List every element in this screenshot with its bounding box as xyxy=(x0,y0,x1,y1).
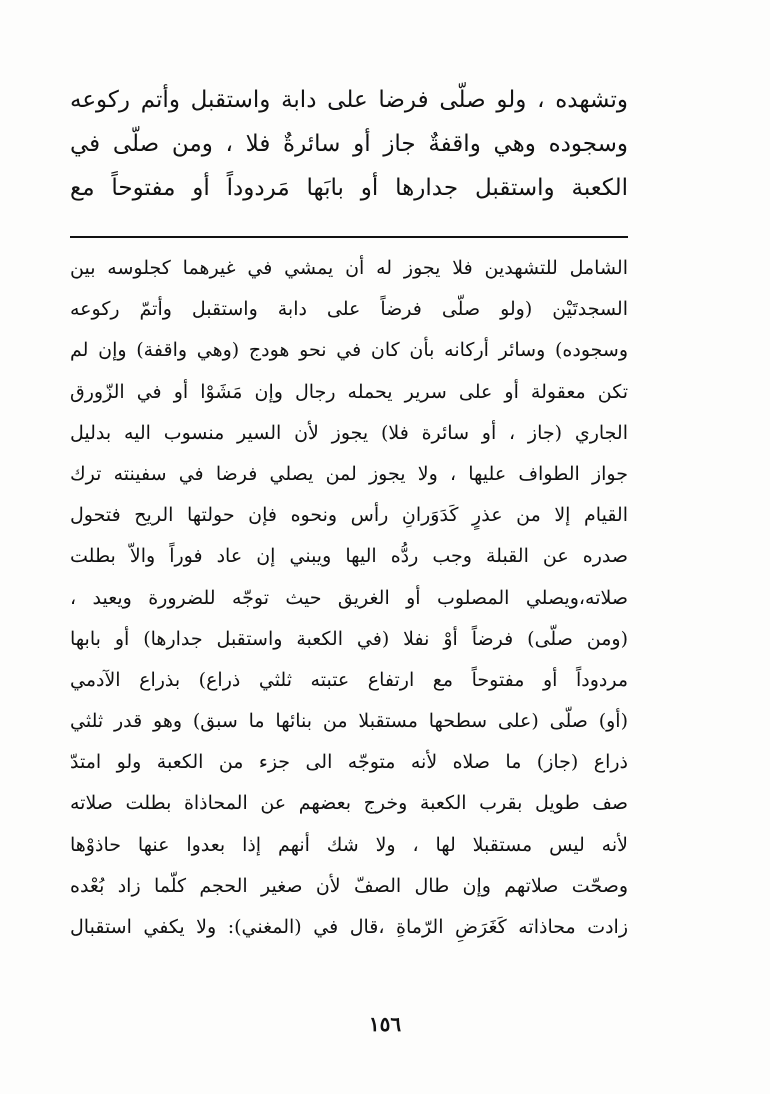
commentary-line: زادت محاذاته كَغَرَضِ الرّماةِ ،قال في (المغني): ولا يكفي استقبال xyxy=(70,916,628,938)
commentary-line: صدره عن القبلة وجب ردُّه اليها ويبني إن عاد فوراً والاّ بطلت xyxy=(70,545,628,568)
commentary-line: الشامل للتشهدين فلا يجوز له أن يمشي في غيرهما كجلوسه بين xyxy=(70,257,628,279)
commentary-line: مردوداً أو مفتوحاً مع ارتفاع عتبته ثلثي ذراع) بذراع الآدمي xyxy=(70,668,628,691)
commentary-line: لأنه ليس مستقبلا لها ، ولا شك أنهم إذا بعدوا عنها حاذوْها xyxy=(70,833,628,856)
commentary-line: وسجوده) وسائر أركانه بأن كان في نحو هودج (وهي واقفة) وإن لم xyxy=(70,339,628,362)
commentary-line: تكن معقولة أو على سرير يحمله رجال وإن مَشَوْا أو في الزّورق xyxy=(70,380,628,403)
commentary-line: (أو) صلّى (على سطحها مستقبلا من بنائها ما سبق) وهو قدر ثلثي xyxy=(70,710,628,733)
main-text-line: وتشهده ، ولو صلّى فرضا على دابة واستقبل وأتم ركوعه xyxy=(70,87,628,113)
main-text-line: وسجوده وهي واقفةٌ جاز أو سائرةٌ فلا ، ومن صلّى في xyxy=(70,131,628,157)
main-text xyxy=(70,78,628,210)
commentary-text xyxy=(70,248,628,948)
page-number: ١٥٦ xyxy=(368,1012,402,1036)
commentary-line: (ومن صلّى) فرضاً أوْ نفلا (في الكعبة واستقبل جدارها) أو بابها xyxy=(70,627,628,650)
commentary-line: الجاري (جاز ، أو سائرة فلا) يجوز لأن السير منسوب اليه بدليل xyxy=(70,421,628,444)
commentary-line: السجدتَيْن (ولو صلّى فرضاً على دابة واستقبل وأتمّ ركوعه xyxy=(70,298,628,321)
commentary-line: القيام إلا من عذرٍ كَدَوَرانِ رأس ونحوه فإن حولتها الريح فتحول xyxy=(70,504,628,527)
separator-line xyxy=(70,236,628,238)
commentary-line: وصحّت صلاتهم وإن طال الصفّ لأن صغير الحجم كلّما زاد بُعْده xyxy=(70,874,628,897)
main-text-line: الكعبة واستقبل جدارها أو بابَها مَردوداً أو مفتوحاً مع xyxy=(70,175,628,201)
commentary-line: صلاته،ويصلي المصلوب أو الغريق حيث توجّه للضرورة ويعيد ، xyxy=(70,586,628,609)
commentary-line: صف طويل بقرب الكعبة وخرج بعضهم عن المحاذاة بطلت صلاته xyxy=(70,792,628,815)
commentary-line: جواز الطواف عليها ، ولا يجوز لمن يصلي فرضا في سفينته ترك xyxy=(70,462,628,485)
commentary-line: ذراع (جاز) ما صلاه لأنه متوجّه الى جزء من الكعبة ولو امتدّ xyxy=(70,751,628,774)
